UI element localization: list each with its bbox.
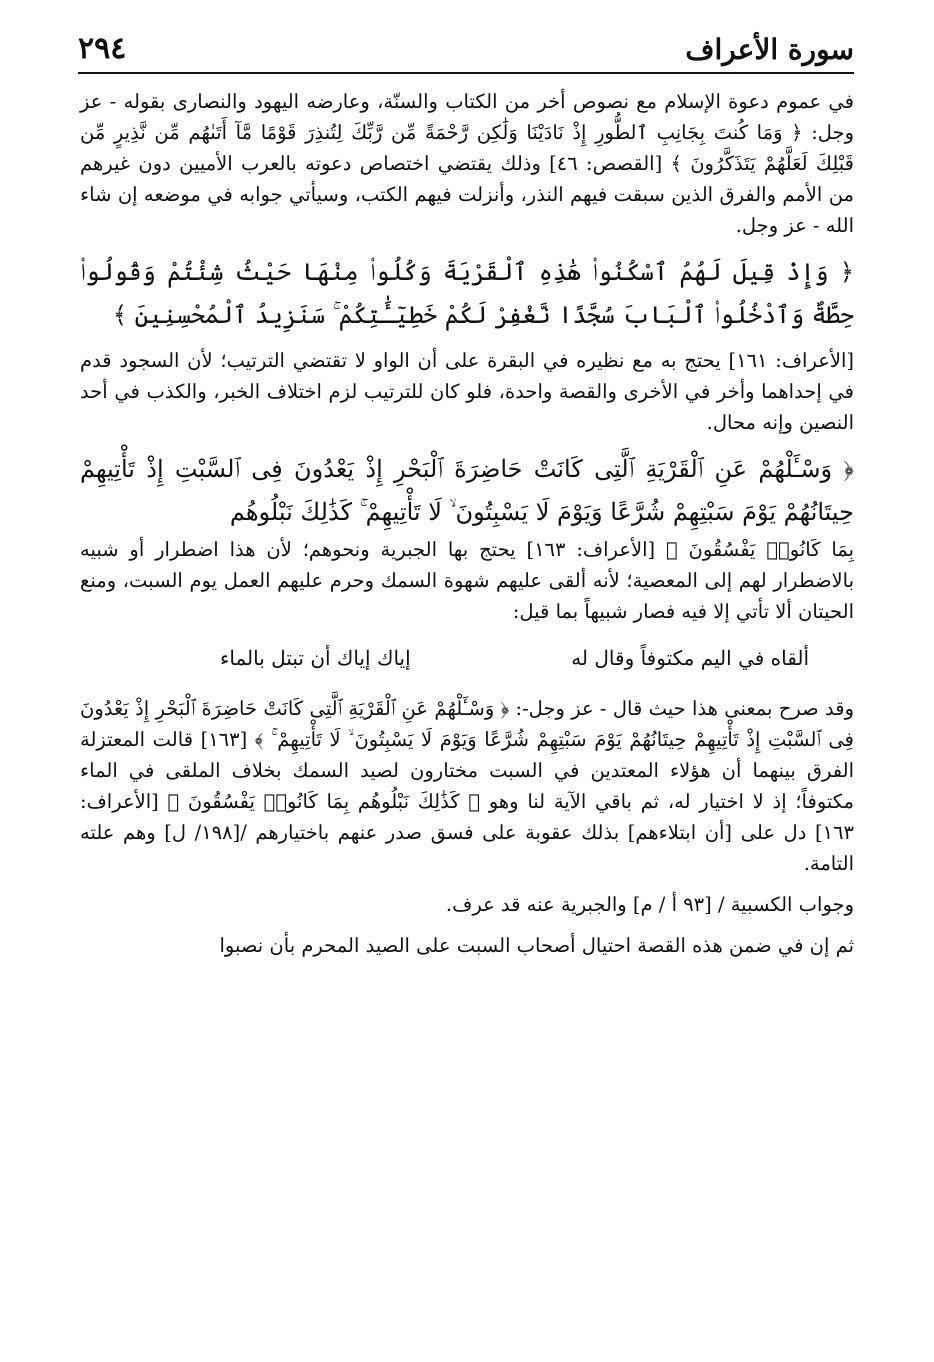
- poem-verse: [220, 641, 809, 675]
- page-body: [80, 86, 854, 971]
- poem-hemistich-right: ألقاه في اليم مكتوفاً وقال له: [571, 646, 809, 670]
- paragraph-3: بِمَا كَانُوا۟ يَفْسُقُونَ ﴾ [الأعراف: ١٦٣] يحتج بها الجبرية ونحوهم؛ لأن هذا اضطرار أو شبيه بالاضطرار لهم إلى المعصية؛ لأنه ألقى عليهم شهوة السمك وحرم عليهم العمل يوم السبت، ومنع الحيتان ألا تأتي إلا فيه فصار شبيهاً بما قيل:: [80, 538, 854, 623]
- page-header: [78, 26, 854, 74]
- page-number: ٢٩٤: [78, 31, 127, 66]
- paragraph-4: وقد صرح بمعنى هذا حيث قال - عز وجل-: ﴿ وَسْـَٔلْهُمْ عَنِ ٱلْقَرْيَةِ ٱلَّتِى كَانَتْ حَاضِرَةَ ٱلْبَحْرِ إِذْ يَعْدُونَ فِى ٱلسَّبْتِ إِذْ تَأْتِيهِمْ حِيتَانُهُمْ يَوْمَ سَبْتِهِمْ شُرَّعًا وَيَوْمَ لَا يَسْبِتُونَ ۙ لَا تَأْتِيهِمْ ۚ ﴾ [١٦٣] قالت المعتزلة الفرق بينهما أن هؤلاء المعتدين في السبت مختارون لصيد السمك بخلاف الملقى في الماء مكتوفاً؛ إذ لا اختيار له، ثم باقي الآية لنا وهو ﴿ كَذَٰلِكَ نَبْلُوهُم بِمَا كَانُوا۟ يَفْسُقُونَ ﴾ [الأعراف: ١٦٣] دل على [أن ابتلاءهم] بذلك عقوبة على فسق صدر عنهم باختيارهم /[١٩٨/ ل] وهم علته التامة.: [80, 697, 854, 875]
- paragraph-5: وجواب الكسبية / [٩٣ أ / م] والجبرية عنه قد عرف.: [445, 893, 854, 916]
- poem-hemistich-left: إياك إياك أن تبتل بالماء: [220, 646, 411, 670]
- paragraph-1: في عموم دعوة الإسلام مع نصوص أخر من الكتاب والسنّة، وعارضه اليهود والنصارى بقوله - عز وجل: ﴿ وَمَا كُنتَ بِجَانِبِ ٱلطُّورِ إِذْ نَادَيْنَا وَلَٰكِن رَّحْمَةً مِّن رَّبِّكَ لِتُنذِرَ قَوْمًا مَّآ أَتَىٰهُم مِّن نَّذِيرٍ مِّن قَبْلِكَ لَعَلَّهُمْ يَتَذَكَّرُونَ ﴾ [القصص: ٤٦] وذلك يقتضي اختصاص دعوته بالعرب الأميين دون غيرهم من الأمم والفرق الذين سبقت فيهم النذر، وأنزلت فيهم الكتب، وسيأتي جوابه في موضعه إن شاء الله - عز وجل.: [80, 90, 854, 237]
- verse-aaraf-163: ﴿ وَسْـَٔلْهُمْ عَنِ ٱلْقَرْيَةِ ٱلَّتِى كَانَتْ حَاضِرَةَ ٱلْبَحْرِ إِذْ يَعْدُونَ فِى ٱلسَّبْتِ إِذْ تَأْتِيهِمْ حِيتَانُهُمْ يَوْمَ سَبْتِهِمْ شُرَّعًا وَيَوْمَ لَا يَسْبِتُونَ ۙ لَا تَأْتِيهِمْ ۚ كَذَٰلِكَ نَبْلُوهُم: [80, 455, 854, 526]
- surah-title: سورة الأعراف: [685, 33, 854, 66]
- verse-aaraf-161: ﴿ وَإِذْ قِيلَ لَهُمُ ٱسْكُنُوا۟ هَٰذِهِ ٱلْقَرْيَةَ وَكُلُوا۟ مِنْهَا حَيْثُ شِئْتُمْ وَقُولُوا۟ حِطَّةٌ وَٱدْخُلُوا۟ ٱلْبَابَ سُجَّدًا نَّغْفِرْ لَكُمْ خَطِيٓـَٰٔتِكُمْ ۚ سَنَزِيدُ ٱلْمُحْسِنِينَ ﴾: [80, 258, 854, 329]
- paragraph-6: ثم إن في ضمن هذه القصة احتيال أصحاب السبت على الصيد المحرم بأن نصبوا: [219, 934, 854, 957]
- paragraph-2: [الأعراف: ١٦١] يحتج به مع نظيره في البقرة على أن الواو لا تقتضي الترتيب؛ لأن السجود قدم في إحداهما وأخر في الأخرى والقصة واحدة، فلو كان للترتيب لزم اختلاف الخبر، والكذب في أحد النصين وإنه محال.: [80, 349, 854, 434]
